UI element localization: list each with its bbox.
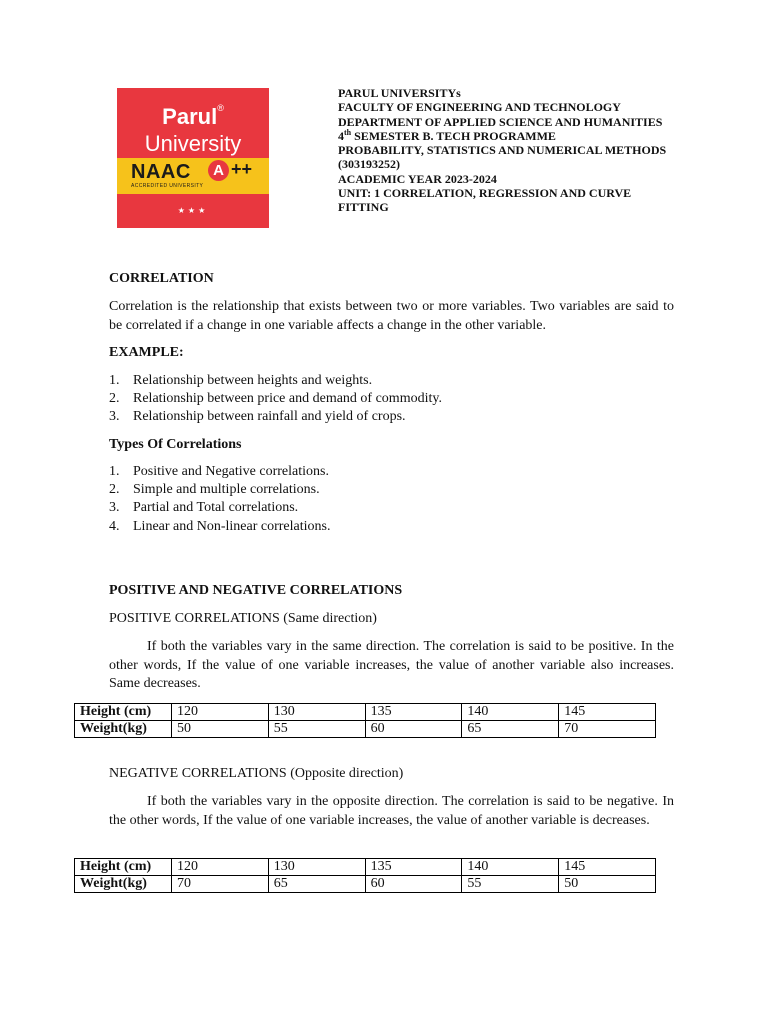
list-item: 4. Linear and Non-linear correlations.	[109, 518, 331, 534]
logo-name-line2: University	[144, 131, 242, 156]
faculty-name: FACULTY OF ENGINEERING AND TECHNOLOGY	[338, 100, 621, 115]
table-row	[75, 721, 656, 738]
table-cell: 135	[365, 704, 462, 721]
naac-grade: A	[208, 160, 229, 181]
unit-title: UNIT: 1 CORRELATION, REGRESSION AND CURVE FITTING	[338, 186, 632, 215]
positive-text: If both the variables vary in the same direction. The correlation is said to be positive. In the other words, If the value of one variable increases, the value of another variable also increases. Same decreases.	[109, 639, 674, 691]
table-cell: 60	[365, 721, 462, 738]
pos-neg-heading: POSITIVE AND NEGATIVE CORRELATIONS	[109, 583, 403, 598]
table-cell: 130	[268, 704, 365, 721]
types-list	[109, 463, 330, 536]
positive-subheading: POSITIVE CORRELATIONS (Same direction)	[109, 611, 377, 626]
list-item: 3. Relationship between rainfall and yield of crops.	[109, 409, 406, 425]
table-cell: 65	[462, 721, 559, 738]
table-cell: 135	[365, 859, 462, 876]
university-name: PARUL UNIVERSITYs	[338, 86, 461, 100]
list-item: 2. Relationship between price and demand of commodity.	[109, 391, 442, 407]
naac-grade-plus: ++	[231, 159, 253, 179]
naac-band	[117, 158, 269, 194]
department-name: DEPARTMENT OF APPLIED SCIENCE AND HUMANITIES	[338, 114, 663, 129]
positive-table	[74, 703, 656, 738]
list-item: 2. Simple and multiple correlations.	[109, 482, 320, 498]
document-header	[338, 86, 678, 215]
registered-mark: ®	[217, 103, 224, 113]
stars-icon: ★★★	[177, 206, 209, 215]
table-cell: 50	[172, 721, 269, 738]
negative-subheading: NEGATIVE CORRELATIONS (Opposite direction)	[109, 766, 404, 781]
table-cell: 55	[462, 876, 559, 893]
example-list	[109, 372, 442, 427]
accredited-text: ACCREDITED UNIVERSITY	[131, 183, 204, 189]
subject-name: PROBABILITY, STATISTICS AND NUMERICAL METHODS (303193252)	[338, 143, 667, 172]
table-cell: 70	[559, 721, 656, 738]
table-cell: 145	[559, 704, 656, 721]
table-cell: 130	[268, 859, 365, 876]
list-item: 1. Positive and Negative correlations.	[109, 464, 329, 479]
table-cell: 145	[559, 859, 656, 876]
table-row	[75, 704, 656, 721]
academic-year: ACADEMIC YEAR 2023-2024	[338, 171, 497, 186]
table-cell: 60	[365, 876, 462, 893]
table-cell: 120	[172, 859, 269, 876]
table-cell: 55	[268, 721, 365, 738]
table-cell: Weight(kg)	[75, 876, 172, 893]
list-item: 3. Partial and Total correlations.	[109, 500, 299, 516]
table-cell: 140	[462, 704, 559, 721]
table-cell: Weight(kg)	[75, 721, 172, 738]
negative-table	[74, 858, 656, 893]
table-cell: 70	[172, 876, 269, 893]
table-cell: 65	[268, 876, 365, 893]
table-cell: 50	[559, 876, 656, 893]
example-heading: EXAMPLE:	[109, 345, 184, 360]
table-row	[75, 876, 656, 893]
correlation-heading: CORRELATION	[109, 271, 214, 286]
table-cell: Height (cm)	[75, 704, 172, 721]
correlation-definition: Correlation is the relationship that exists between two or more variables. Two variables are said to be correlated if a change in one variable affects a change in the other variable.	[109, 299, 674, 333]
list-item: 1. Relationship between heights and weights.	[109, 373, 373, 388]
logo-name-line1: Parul®	[162, 103, 224, 129]
negative-text: If both the variables vary in the opposite direction. The correlation is said to be negative. In the other words, If the value of one variable increases, the value of another variable is decreases.	[109, 794, 674, 828]
table-cell: 140	[462, 859, 559, 876]
table-cell: Height (cm)	[75, 859, 172, 876]
types-heading: Types Of Correlations	[109, 437, 242, 452]
semester-line: 4th SEMESTER B. TECH PROGRAMME	[338, 127, 556, 143]
table-row	[75, 859, 656, 876]
naac-text: NAAC	[131, 161, 191, 183]
table-cell: 120	[172, 704, 269, 721]
parul-university-logo	[117, 88, 269, 228]
